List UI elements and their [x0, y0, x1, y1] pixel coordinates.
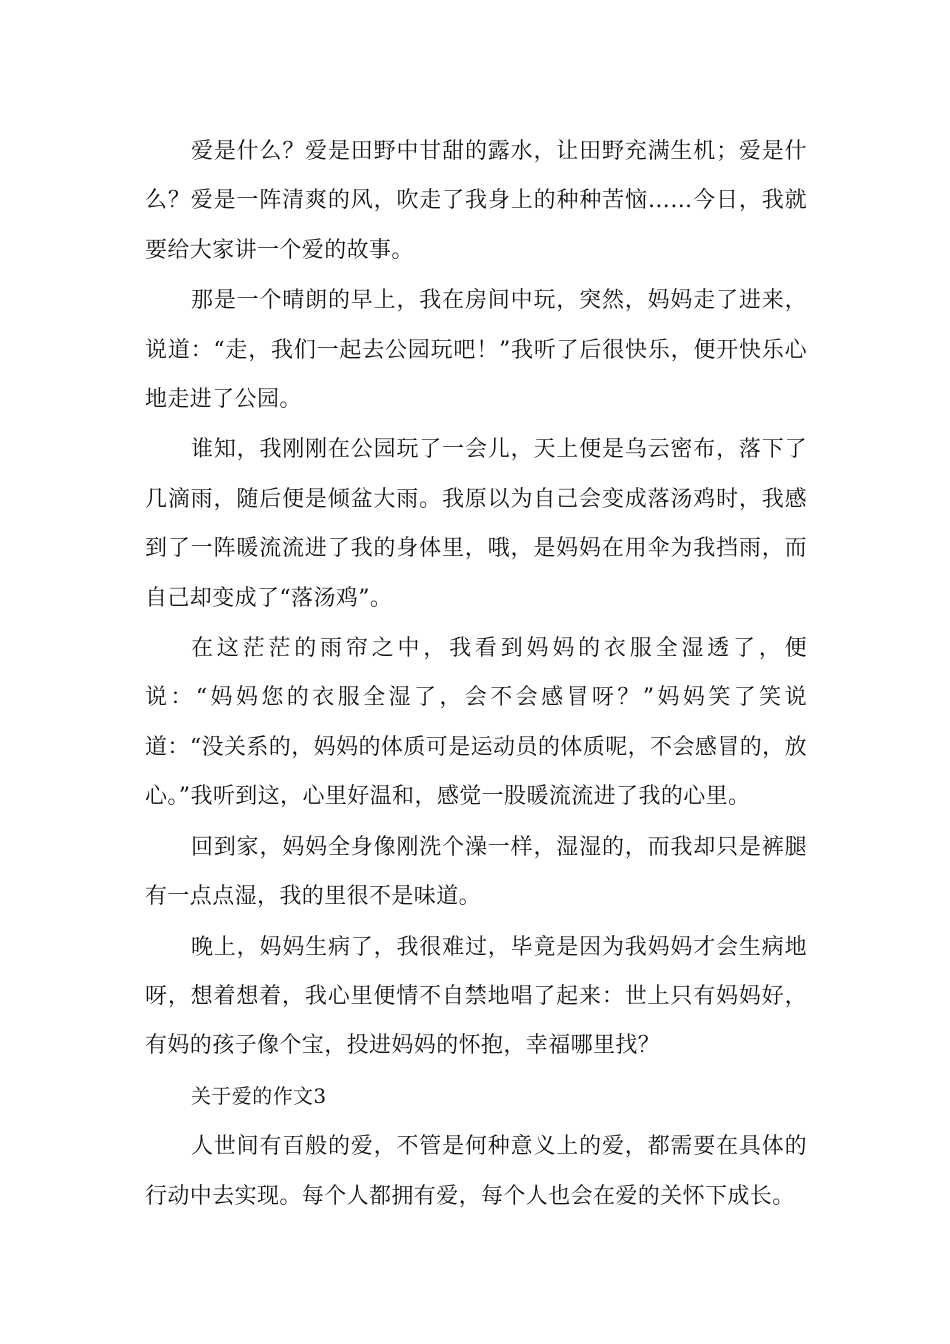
paragraph-kinds-of-love: 人世间有百般的爱，不管是何种意义上的爱，都需要在具体的行动中去实现。每个人都拥有爱，每个人也会在爱的关怀下成长。	[145, 1134, 807, 1209]
paragraph-mom-sick: 晚上，妈妈生病了，我很难过，毕竟是因为我妈妈才会生病地呀，想着想着，我心里便情不自禁地唱了起来：世上只有妈妈好，有妈的孩子像个宝，投进妈妈的怀抱，幸福哪里找？	[145, 934, 807, 1059]
paragraph-back-home: 回到家，妈妈全身像刚洗个澡一样，湿湿的，而我却只是裤腿有一点点湿，我的里很不是味道。	[145, 834, 807, 910]
paragraph-sunny-morning: 那是一个晴朗的早上，我在房间中玩，突然，妈妈走了进来，说道：“走，我们一起去公园玩吧！”我听了后很快乐，便开快乐心地走进了公园。	[145, 288, 807, 413]
paragraph-rain-in-park: 谁知，我刚刚在公园玩了一会儿，天上便是乌云密布，落下了几滴雨，随后便是倾盆大雨。我原以为自己会变成落汤鸡时，我感到了一阵暖流流进了我的身体里，哦，是妈妈在用伞为我挡雨，而自己却变成了“落汤鸡”。	[145, 437, 807, 611]
document-body	[145, 127, 807, 1222]
paragraph-wet-clothes: 在这茫茫的雨帘之中，我看到妈妈的衣服全湿透了，便说：“妈妈您的衣服全湿了，会不会感冒呀？”妈妈笑了笑说道：“没关系的，妈妈的体质可是运动员的体质呢，不会感冒的，放心。”我听到这，心里好温和，感觉一股暖流流进了我的心里。	[145, 636, 807, 810]
paragraph-what-is-love: 爱是什么？爱是田野中甘甜的露水，让田野充满生机；爱是什么？爱是一阵清爽的风，吹走了我身上的种种苦恼……今日，我就要给大家讲一个爱的故事。	[145, 139, 807, 263]
section-heading: 关于爱的作文3	[191, 1083, 327, 1108]
